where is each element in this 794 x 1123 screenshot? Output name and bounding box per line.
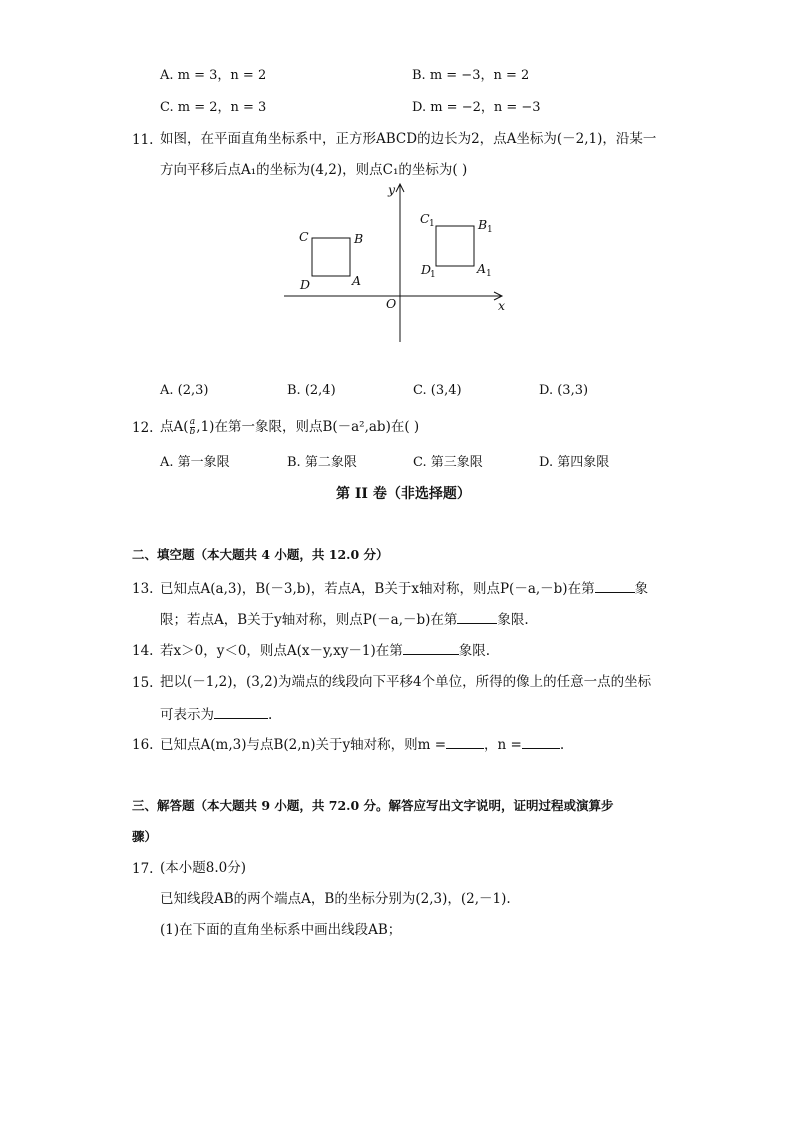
label-c1-sub: 1 (429, 219, 435, 229)
label-b1-sub: 1 (487, 225, 493, 235)
label-b: B (354, 231, 364, 246)
q12-fraction (190, 418, 196, 437)
section3-title-line1: 三、解答题（本大题共 9 小题，共 72.0 分。解答应写出文字说明，证明过程或演算步 (132, 798, 614, 813)
q13-number: 13. (132, 581, 154, 597)
section3-title-line2: 骤） (132, 829, 158, 844)
q12-option-b: B. 第二象限 (287, 455, 357, 470)
q13-blank-2 (457, 609, 497, 624)
label-a1: A (477, 261, 487, 276)
label-d1-sub: 1 (430, 270, 436, 280)
q15-line2 (160, 704, 272, 725)
q12-text (160, 417, 419, 437)
q16-blank-m (446, 734, 484, 749)
q10-option-c: C. m = 2，n = 3 (160, 100, 267, 115)
q13-line1 (160, 578, 648, 599)
q13-line2 (160, 609, 529, 630)
q16-text: 已知点A(m,3)与点B(2,n)关于y轴对称，则m = (160, 737, 447, 753)
q14-blank (403, 640, 459, 655)
q11-option-b: B. (2,4) (287, 383, 336, 398)
q16-mid: ，n = (484, 737, 522, 753)
section2-title: 二、填空题（本大题共 4 小题，共 12.0 分） (132, 547, 389, 562)
q12-number: 12. (132, 420, 154, 436)
label-d: D (300, 277, 311, 292)
part2-title: 第 II 卷（非选择题） (336, 486, 471, 502)
q12-option-d: D. 第四象限 (539, 455, 610, 470)
q15-line1: 把以(－1,2)，(3,2)为端点的线段向下平移4个单位，所得的像上的任意一点的坐标 (160, 674, 652, 690)
q13-line2-text: 限；若点A，B关于y轴对称，则点P(－a,－b)在第 (160, 612, 458, 628)
q10-option-a: A. m = 3，n = 2 (160, 68, 267, 83)
square-a1b1c1d1 (436, 226, 474, 266)
q17-line2: (1)在下面的直角坐标系中画出线段AB； (160, 922, 402, 938)
q11-text-line1: 如图，在平面直角坐标系中，正方形ABCD的边长为2，点A坐标为(－2,1)，沿某一 (160, 131, 657, 147)
q14-end: 象限. (458, 643, 491, 659)
q17-number: 17. (132, 861, 154, 877)
q11-number: 11. (132, 132, 154, 148)
q16-number: 16. (132, 737, 154, 753)
q16-blank-n (522, 734, 560, 749)
square-abcd (312, 238, 350, 276)
label-d1: D (421, 262, 432, 277)
q11-figure (280, 180, 520, 350)
label-a1-sub: 1 (486, 269, 492, 279)
label-c1: C (420, 211, 430, 226)
q11-option-c: C. (3,4) (413, 383, 462, 398)
q11-option-d: D. (3,3) (539, 383, 589, 398)
q12-fraction-denominator: b (189, 427, 196, 437)
q10-option-d: D. m = −2，n = −3 (412, 100, 541, 115)
q17-header: (本小题8.0分) (160, 860, 247, 876)
q15-number: 15. (132, 675, 154, 691)
q16-end: . (559, 737, 565, 753)
q16-line (160, 734, 564, 755)
q11-text-line2: 方向平移后点A₁的坐标为(4,2)，则点C₁的坐标为( ) (160, 162, 468, 178)
q12-text-pre: 点A( (160, 419, 189, 435)
q13-line1-end: 象 (634, 581, 649, 597)
q13-blank-1 (595, 578, 635, 593)
q15-end: . (268, 707, 273, 723)
q17-line1: 已知线段AB的两个端点A，B的坐标分别为(2,3)，(2,－1). (160, 891, 511, 907)
label-c: C (299, 229, 309, 244)
q15-line2-text: 可表示为 (160, 707, 214, 723)
q12-fraction-numerator: a (189, 417, 196, 427)
label-y: y (388, 182, 396, 197)
q14-text: 若x＞0，y＜0，则点A(x－y,xy－1)在第 (160, 643, 403, 659)
label-x: x (498, 298, 506, 313)
q13-line1-text: 已知点A(a,3)，B(－3,b)，若点A，B关于x轴对称，则点P(－a,－b)在第 (160, 581, 595, 597)
q11-option-a: A. (2,3) (160, 383, 209, 398)
q12-text-post: ,1)在第一象限，则点B(－a²,ab)在( ) (196, 419, 420, 435)
label-a: A (352, 273, 362, 288)
q14-line (160, 640, 490, 661)
q12-option-a: A. 第一象限 (160, 455, 230, 470)
q12-option-c: C. 第三象限 (413, 455, 483, 470)
q14-number: 14. (132, 643, 154, 659)
label-origin: O (386, 296, 397, 311)
q13-line2-end: 象限. (497, 612, 529, 628)
q15-blank (214, 704, 268, 719)
label-b1: B (478, 217, 488, 232)
q10-option-b: B. m = −3，n = 2 (412, 68, 530, 83)
